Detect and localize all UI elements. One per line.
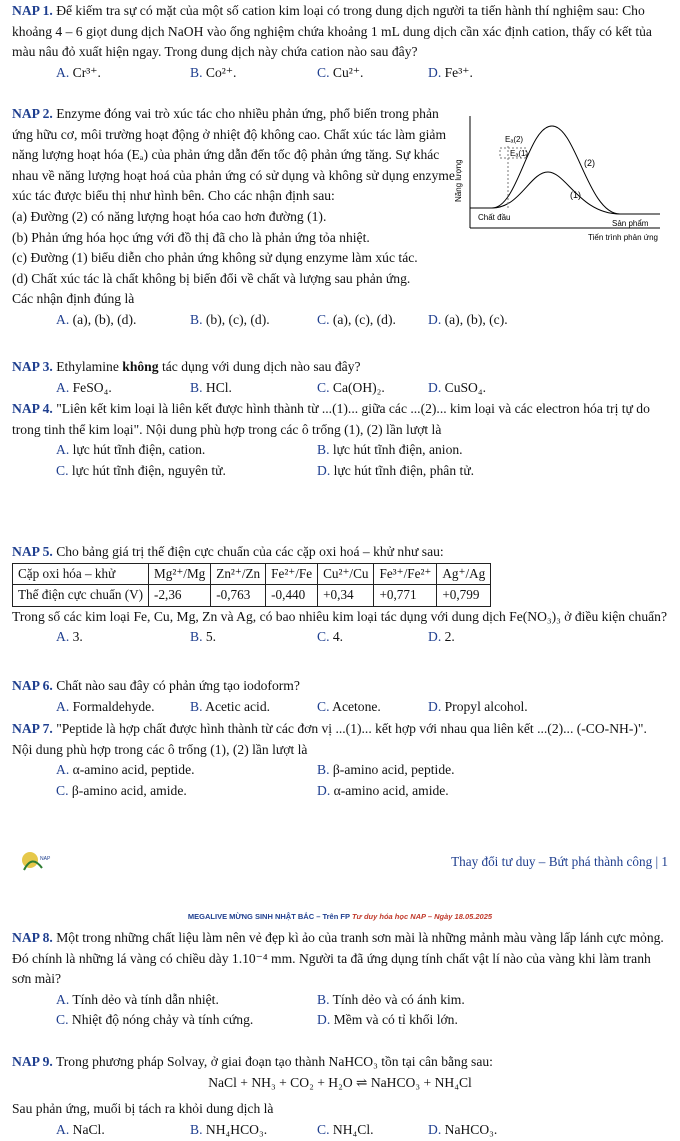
q5-opts-2-l: C. xyxy=(317,629,330,645)
footer-slogan: Thay đổi tư duy – Bứt phá thành công | 1 xyxy=(451,854,668,869)
q4-text: "Liên kết kim loại là liên kết được hình thành từ ...(1)... giữa các ...(2)... kim loại và các electron hóa trị tự do trong tinh thể kim loại". Nội dung phù hợp trong các ô trống (1), (2) lần lượt là xyxy=(12,401,650,437)
q1-opts-0-l: A. xyxy=(56,64,70,80)
q2-opts-1-l: B. xyxy=(190,311,203,327)
page-footer xyxy=(12,848,668,878)
q5-table-v-3: -0,440 xyxy=(266,585,318,607)
q5-table-v-5: +0,771 xyxy=(374,585,437,607)
q5-text: Cho bảng giá trị thế điện cực chuẩn của các cặp oxi hoá – khử như sau: xyxy=(56,544,444,559)
q6-opts-3-t: Propyl alcohol. xyxy=(444,698,528,714)
q1-opts-2-t: Cu²⁺. xyxy=(332,64,364,80)
q7-num: NAP 7. xyxy=(12,721,53,736)
q9-opts-0-t: NaCl. xyxy=(72,1121,105,1137)
q5-opts-2-t: 4. xyxy=(332,629,344,645)
q8-opts-3-l: D. xyxy=(317,1012,331,1028)
nap-logo-icon xyxy=(20,848,54,876)
q7-text: "Peptide là hợp chất được hình thành từ các đơn vị ...(1)... kết hợp với nhau qua liên kết ...(2)... (-CO-NH-)". Nội dung phù hợp trong các ô trống (1), (2) lần lượt là xyxy=(12,721,647,757)
q6-num: NAP 6. xyxy=(12,678,53,693)
q5-num: NAP 5. xyxy=(12,544,53,559)
q8-opts-2-l: C. xyxy=(56,1012,69,1028)
q5-table-h-0: Cặp oxi hóa – khử xyxy=(13,563,149,585)
q3-opts-3-l: D. xyxy=(428,379,442,395)
x-axis-label: Tiến trình phản ứng xyxy=(588,233,658,242)
curve-1-label: (1) xyxy=(570,190,581,200)
q2-opts-0-t: (a), (b), (d). xyxy=(72,311,137,327)
q2-opts-0-l: A. xyxy=(56,311,70,327)
q3-opts-2-l: C. xyxy=(317,379,330,395)
q6-opts-1-l: B. xyxy=(190,698,203,714)
question-5 xyxy=(12,542,668,648)
q7-opts-3-t: α-amino acid, amide. xyxy=(333,782,449,798)
q2-opts-1-t: (b), (c), (d). xyxy=(205,311,270,327)
q2-opts-3-t: (a), (b), (c). xyxy=(444,311,508,327)
table-row xyxy=(13,563,491,585)
question-8 xyxy=(12,928,668,1031)
q8-opts-3-t: Mềm và có tỉ khối lớn. xyxy=(333,1012,458,1028)
q6-opts-3-l: D. xyxy=(428,698,442,714)
table-row xyxy=(13,585,491,607)
q5-table-h-5: Fe³⁺/Fe²⁺ xyxy=(374,563,437,585)
q5-table-v-2: -0,763 xyxy=(211,585,266,607)
q4-opts-3-l: D. xyxy=(317,462,331,478)
q4-opts-1-t: lực hút tĩnh điện, anion. xyxy=(332,442,463,458)
q5-table-h-3: Fe²⁺/Fe xyxy=(266,563,318,585)
question-3 xyxy=(12,357,668,398)
q2-s-1: (b) Phản ứng hóa học ứng với đồ thị đã cho là phản ứng tỏa nhiệt. xyxy=(12,229,370,245)
q7-opts-1-l: B. xyxy=(317,762,330,778)
q1-opts-2-l: C. xyxy=(317,64,330,80)
q5-q: Trong số các kim loại Fe, Cu, Mg, Zn và Ag, có bao nhiêu kim loại tác dụng với dung dịch Fe(NO₃)₃ ở điều kiện chuẩn? xyxy=(12,608,667,624)
q5-table-v-6: +0,799 xyxy=(437,585,491,607)
q4-num: NAP 4. xyxy=(12,401,53,416)
q2-opts-2-t: (a), (c), (d). xyxy=(332,311,396,327)
q6-text: Chất nào sau đây có phản ứng tạo iodoform? xyxy=(56,678,300,693)
q3-opts-3-t: CuSO₄. xyxy=(444,379,487,395)
q1-opts-3-t: Fe³⁺. xyxy=(444,64,473,80)
q5-opts-3-t: 2. xyxy=(444,629,455,645)
q5-table-v-0: Thế điện cực chuẩn (V) xyxy=(13,585,149,607)
q7-opts-2-t: β-amino acid, amide. xyxy=(71,782,187,798)
q9-opts-3-l: D. xyxy=(428,1121,442,1137)
y-axis-label: Năng lượng xyxy=(454,159,463,202)
q4-opts-1-l: B. xyxy=(317,442,330,458)
q7-opts-2-l: C. xyxy=(56,782,69,798)
q2-s-0: (a) Đường (2) có năng lượng hoạt hóa cao hơn đường (1). xyxy=(12,208,327,224)
question-1 xyxy=(12,1,668,83)
footer-logo_text: NAP xyxy=(40,856,51,862)
reaction-equation: NaCl + NH₃ + CO₂ + H₂O ⇌ NaHCO₃ + NH₄Cl xyxy=(208,1074,472,1090)
electrode-potential-table xyxy=(12,563,491,607)
q3-opts-0-l: A. xyxy=(56,379,70,395)
question-9 xyxy=(12,1052,668,1140)
question-7 xyxy=(12,719,668,801)
q5-opts-1-t: 5. xyxy=(205,629,217,645)
q2-opts-2-l: C. xyxy=(317,311,330,327)
q1-num: NAP 1. xyxy=(12,3,53,18)
reactant-label: Chất đầu xyxy=(478,213,511,222)
q8-opts-2-t: Nhiệt độ nóng chảy và tính cứng. xyxy=(71,1012,254,1028)
q9-opts-2-l: C. xyxy=(317,1121,330,1137)
q3-opts-1-l: B. xyxy=(190,379,203,395)
energy-diagram xyxy=(448,110,670,242)
q2-text: Enzyme đóng vai trò xúc tác cho nhiều phản ứng, phổ biến trong phản ứng hữu cơ, môi trường hoạt động ở nhiệt độ không cao. Chất xúc tác làm giảm năng lượng hoạt hóa (Eₐ) của phản ứng dẫn đến tốc độ phản ứng tăng. Sự khác nhau về năng lượng hoạt hoá của phản ứng có sử dụng và không sử dụng enzyme xúc tác được biểu thị như hình bên. Cho các nhận định sau: xyxy=(12,106,455,204)
q2-s-3: (d) Chất xúc tác là chất không bị biến đổi về chất và lượng sau phản ứng. xyxy=(12,270,411,286)
q1-opts-1-t: Co²⁺. xyxy=(205,64,237,80)
q8-text: Một trong những chất liệu làm nên vẻ đẹp kì ảo của tranh sơn mài là những mảnh màu vàng lấp lánh cực mỏng. Đó chính là những lá vàng có chiều dày 1.10⁻⁴ mm. Người ta đã ứng dụng tính chất vật lí nào của vàng khi làm tranh sơn mài? xyxy=(12,930,664,987)
q5-table-h-6: Ag⁺/Ag xyxy=(437,563,491,585)
page-header xyxy=(0,912,680,921)
q6-opts-2-l: C. xyxy=(317,698,330,714)
q2-opts-3-l: D. xyxy=(428,311,442,327)
q8-opts-1-t: Tính dẻo và có ánh kim. xyxy=(332,991,465,1007)
q8-num: NAP 8. xyxy=(12,930,53,945)
product-label: Sản phẩm xyxy=(612,219,649,228)
q3-bold: không xyxy=(122,359,159,374)
q1-opts-3-l: D. xyxy=(428,64,442,80)
q8-opts-1-l: B. xyxy=(317,991,330,1007)
q7-opts-3-l: D. xyxy=(317,782,331,798)
header-red: Tư duy hóa học NAP – Ngày 18.05.2025 xyxy=(351,912,493,921)
curve-2-label: (2) xyxy=(584,158,595,168)
q9-opts-0-l: A. xyxy=(56,1121,70,1137)
q9-after: Sau phản ứng, muối bị tách ra khỏi dung dịch là xyxy=(12,1101,274,1117)
q7-opts-1-t: β-amino acid, peptide. xyxy=(332,762,455,778)
q5-table-h-2: Zn²⁺/Zn xyxy=(211,563,266,585)
q2-s-2: (c) Đường (1) biểu diễn cho phản ứng không sử dụng enzyme làm xúc tác. xyxy=(12,250,418,266)
q9-opts-1-l: B. xyxy=(190,1121,203,1137)
q1-text: Để kiếm tra sự có mặt của một số cation kim loại có trong dung dịch người ta tiến hành thí nghiệm sau: Cho khoảng 4 – 6 giọt dung dịch NaOH vào ống nghiệm chứa khoảng 1 mL dung dịch cần xác định cation, thấy có kết tủa màu nâu đỏ xuất hiện ngay. Trong dung dịch này chứa cation nào sau đây? xyxy=(12,3,652,60)
q7-opts-0-l: A. xyxy=(56,762,70,778)
q4-opts-0-l: A. xyxy=(56,442,70,458)
q3-t1: Ethylamine xyxy=(56,359,119,374)
q3-num: NAP 3. xyxy=(12,359,53,374)
q3-opts-0-t: FeSO₄. xyxy=(72,379,112,395)
q9-num: NAP 9. xyxy=(12,1054,53,1069)
q5-opts-1-l: B. xyxy=(190,629,203,645)
header-blue: MEGALIVE MỪNG SINH NHẬT BẮC – Trên FP xyxy=(187,912,350,921)
q3-opts-1-t: HCl. xyxy=(205,379,232,395)
q6-opts-1-t: Acetic acid. xyxy=(205,698,271,714)
q7-opts-0-t: α-amino acid, peptide. xyxy=(72,762,195,778)
q6-opts-0-l: A. xyxy=(56,698,70,714)
q4-opts-3-t: lực hút tĩnh điện, phân tử. xyxy=(333,462,475,478)
q1-opts-1-l: B. xyxy=(190,64,203,80)
q9-opts-3-t: NaHCO₃. xyxy=(444,1121,498,1137)
q4-opts-0-t: lực hút tĩnh điện, cation. xyxy=(72,442,206,458)
q5-table-h-4: Cu²⁺/Cu xyxy=(318,563,374,585)
ea2-label: Eₐ(2) xyxy=(505,135,524,144)
ea1-label: Eₐ(1) xyxy=(510,149,529,158)
question-6 xyxy=(12,676,668,717)
q2-num: NAP 2. xyxy=(12,106,53,121)
q5-table-v-4: +0,34 xyxy=(318,585,374,607)
q8-opts-0-l: A. xyxy=(56,991,70,1007)
q5-table-v-1: -2,36 xyxy=(149,585,211,607)
q5-opts-3-l: D. xyxy=(428,629,442,645)
q6-opts-0-t: Formaldehyde. xyxy=(72,698,155,714)
q9-opts-1-t: NH₄HCO₃. xyxy=(205,1121,268,1137)
q5-opts-0-l: A. xyxy=(56,629,70,645)
q3-t2: tác dụng với dung dịch nào sau đây? xyxy=(161,359,361,374)
q6-opts-2-t: Acetone. xyxy=(332,698,381,714)
q1-opts-0-t: Cr³⁺. xyxy=(72,64,101,80)
q2-prompt: Các nhận định đúng là xyxy=(12,291,135,307)
q5-opts-0-t: 3. xyxy=(72,629,83,645)
q3-opts-2-t: Ca(OH)₂. xyxy=(332,379,385,395)
q4-opts-2-t: lực hút tĩnh điện, nguyên tử. xyxy=(71,462,226,478)
q5-table-h-1: Mg²⁺/Mg xyxy=(149,563,211,585)
q9-text: Trong phương pháp Solvay, ở giai đoạn tạo thành NaHCO₃ tồn tại cân bằng sau: xyxy=(55,1054,493,1069)
q8-opts-0-t: Tính dẻo và tính dẫn nhiệt. xyxy=(72,991,219,1007)
q4-opts-2-l: C. xyxy=(56,462,69,478)
q9-opts-2-t: NH₄Cl. xyxy=(332,1121,374,1137)
question-4 xyxy=(12,399,668,481)
